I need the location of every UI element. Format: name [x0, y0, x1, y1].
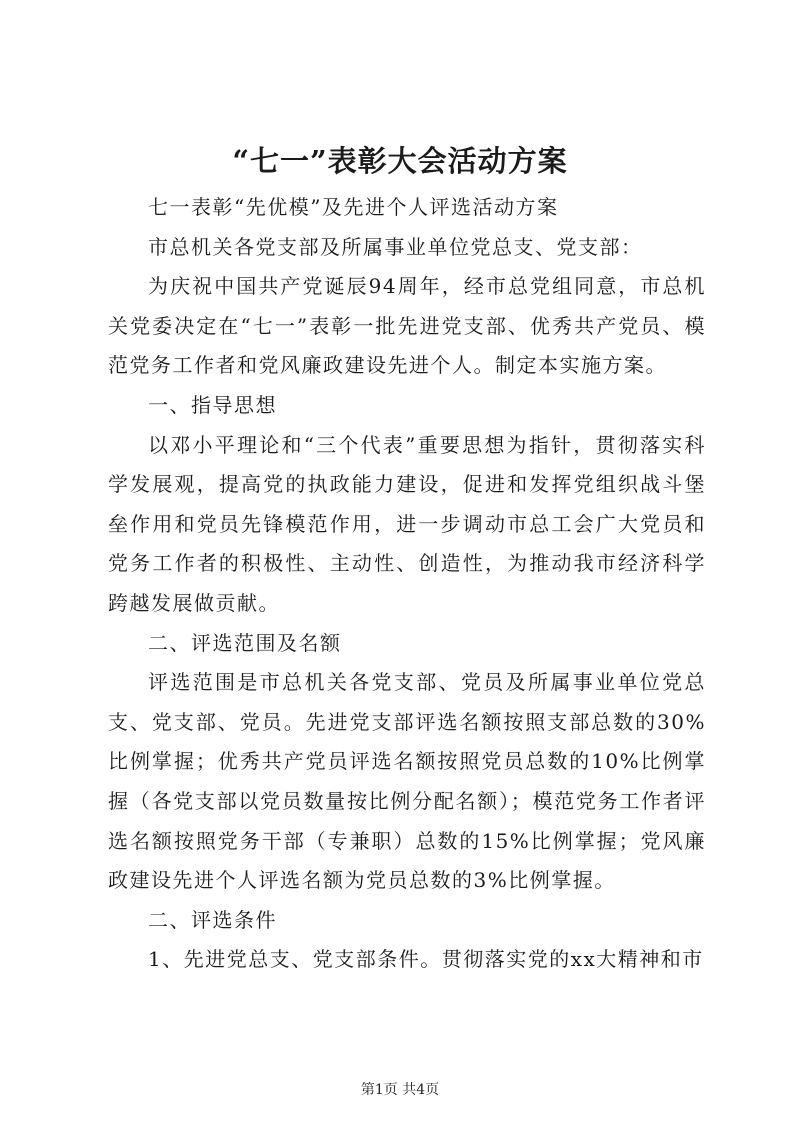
section-heading-guiding-thought: 一、指导思想: [148, 392, 277, 417]
paragraph-subtitle: 七一表彰“先优模”及先进个人评选活动方案: [148, 195, 559, 219]
paragraph-conditions: 1、先进党总支、党支部条件。贯彻落实党的xx大精神和市: [148, 947, 704, 972]
document-body: [108, 188, 706, 980]
paragraph-scope: 评选范围是市总机关各党支部、党员及所属事业单位党总支、党支部、党员。先进党支部评选名额按照支部总数的30%比例掌握；优秀共产党员评选名额按照党员总数的10%比例掌握（各党支部以党员数量按比例分配名额）；模范党务工作者评选名额按照党务干部（专兼职）总数的15%比例掌握；党风廉政建设先进个人评选名额为党员总数的3%比例掌握。: [108, 670, 706, 893]
section-heading-conditions: 二、评选条件: [148, 907, 277, 932]
document-title: “七一”表彰大会活动方案: [232, 144, 568, 178]
section-heading-scope: 二、评选范围及名额: [148, 630, 342, 655]
paragraph-intro: 为庆祝中国共产党诞辰94周年，经市总党组同意，市总机关党委决定在“七一”表彰一批先进党支部、优秀共产党员、模范党务工作者和党风廉政建设先进个人。制定本实施方案。: [108, 274, 706, 378]
page-number-footer: 第1页 共4页: [360, 1082, 440, 1098]
paragraph-addressee: 市总机关各党支部及所属事业单位党总支、党支部：: [148, 234, 643, 259]
paragraph-guiding-thought: 以邓小平理论和“三个代表”重要思想为指针，贯彻落实科学发展观，提高党的执政能力建设，促进和发挥党组织战斗堡垒作用和党员先锋模范作用，进一步调动市总工会广大党员和党务工作者的积极性、主动性、创造性，为推动我市经济科学跨越发展做贡献。: [108, 432, 706, 615]
